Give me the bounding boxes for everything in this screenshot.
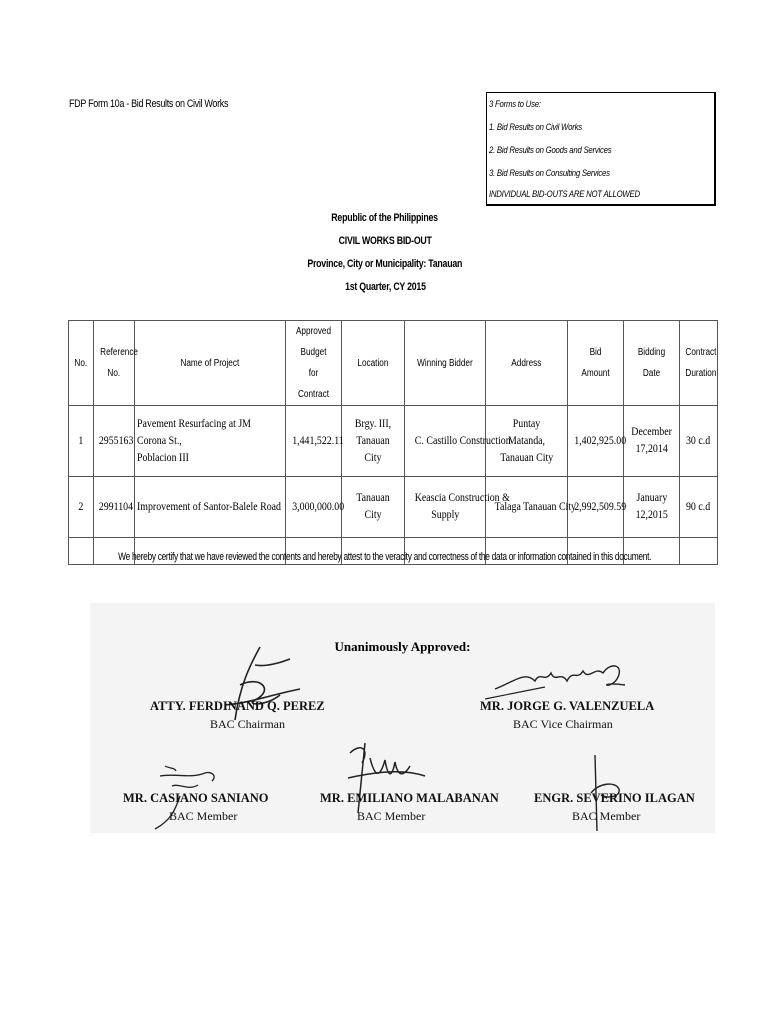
cell-location: Tanauan City [342, 477, 405, 538]
cell-duration: 30 c.d [680, 406, 718, 477]
cell-no: 2 [69, 477, 94, 538]
col-header-bidder: Winning Bidder [405, 321, 486, 406]
col-header-reference: Reference No. [94, 321, 135, 406]
col-header-address: Address [486, 321, 568, 406]
col-header-duration: Contract Duration [680, 321, 718, 406]
bid-results-table [68, 320, 718, 565]
cell-bid-amount: 1,402,925.00 [568, 406, 624, 477]
cell-reference: 2991104 [94, 477, 135, 538]
cell-bidder: C. Castillo Construction [405, 406, 486, 477]
cell-address: Puntay Matanda, Tanauan City [486, 406, 568, 477]
col-header-bidding-date: Bidding Date [624, 321, 680, 406]
forms-box-note: INDIVIDUAL BID-OUTS ARE NOT ALLOWED [489, 189, 640, 200]
table-row [69, 406, 718, 477]
cell-bidding-date: January 12,2015 [624, 477, 680, 538]
table-header-row [69, 321, 718, 406]
approval-heading: Unanimously Approved: [334, 639, 471, 654]
signature-block [90, 603, 715, 833]
signer-name-saniano: MR. CASIANO SANIANO [123, 791, 269, 805]
cell-bidder: Keascia Construction & Supply [405, 477, 486, 538]
cell-bid-amount: 2,992,509.59 [568, 477, 624, 538]
forms-box-heading: 3 Forms to Use: [489, 99, 541, 110]
signer-name-valenzuela: MR. JORGE G. VALENZUELA [480, 699, 655, 713]
col-header-project: Name of Project [135, 321, 286, 406]
col-header-budget: Approved Budget for Contract [286, 321, 342, 406]
signer-role-member: BAC Member [169, 809, 238, 823]
signer-role-member: BAC Member [357, 809, 426, 823]
col-header-no: No. [69, 321, 94, 406]
signer-name-ilagan: ENGR. SEVERINO ILAGAN [534, 791, 695, 805]
cell-address: Talaga Tanauan City [486, 477, 568, 538]
forms-box-item: 1. Bid Results on Civil Works [489, 122, 582, 133]
forms-box-item: 3. Bid Results on Consulting Services [489, 168, 610, 179]
header-municipality: Province, City or Municipality: Tanauan [307, 258, 463, 270]
header-bid-out: CIVIL WORKS BID-OUT [338, 235, 432, 247]
header-quarter: 1st Quarter, CY 2015 [344, 281, 426, 293]
col-header-location: Location [342, 321, 405, 406]
table-row [69, 477, 718, 538]
signer-role-chairman: BAC Chairman [210, 717, 285, 731]
forms-box-item: 2. Bid Results on Goods and Services [489, 145, 612, 156]
cell-budget: 3,000,000.00 [286, 477, 342, 538]
col-header-bid-amount: Bid Amount [568, 321, 624, 406]
forms-to-use-box [486, 92, 716, 206]
cell-bidding-date: December 17,2014 [624, 406, 680, 477]
cell-location: Brgy. III, Tanauan City [342, 406, 405, 477]
signer-name-malabanan: MR. EMILIANO MALABANAN [320, 791, 499, 805]
signature-valenzuela-scrawl [485, 651, 635, 701]
signer-role-vice-chairman: BAC Vice Chairman [513, 717, 613, 731]
cell-reference: 2955163 [94, 406, 135, 477]
cell-project: Pavement Resurfacing at JM Corona St., Poblacion III [135, 406, 286, 477]
cell-budget: 1,441,522.11 [286, 406, 342, 477]
form-title: FDP Form 10a - Bid Results on Civil Works [69, 98, 229, 110]
cell-project: Improvement of Santor-Balele Road [135, 477, 286, 538]
header-republic: Republic of the Philippines [331, 212, 439, 224]
signer-name-perez: ATTY. FERDINAND Q. PEREZ [150, 699, 325, 713]
certification-statement: We hereby certify that we have reviewed the contents and hereby attest to the veracity and correctness of the data or information contained in this document. [118, 551, 652, 563]
signer-role-member: BAC Member [572, 809, 641, 823]
cell-duration: 90 c.d [680, 477, 718, 538]
cell-no: 1 [69, 406, 94, 477]
